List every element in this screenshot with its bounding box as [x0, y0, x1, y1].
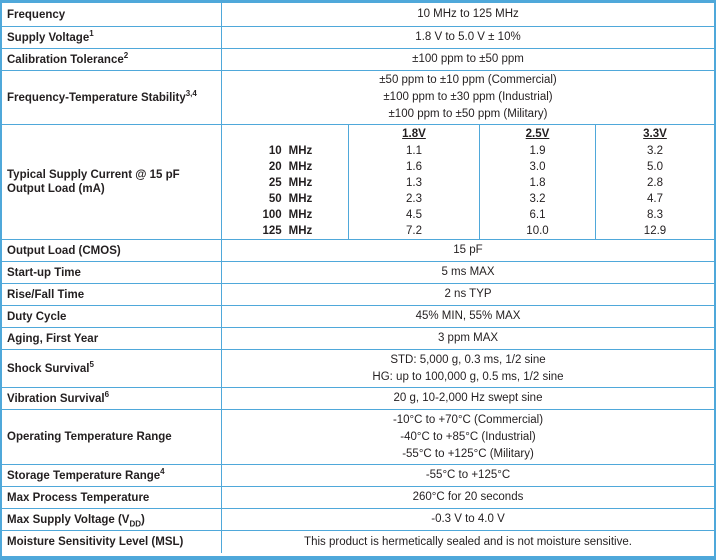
param-value	[222, 3, 714, 26]
label-text: Max Supply Voltage $(V_{DD})$	[7, 513, 145, 528]
label-text: Moisture Sensitivity Level (MSL)	[7, 536, 184, 548]
param-label	[2, 240, 222, 261]
spec-row-max-process-temp	[2, 487, 714, 509]
param-value	[222, 509, 714, 530]
spec-row-msl	[2, 531, 714, 553]
freq-cell: 25 MHz	[268, 177, 313, 189]
param-value	[222, 531, 714, 553]
label-text: Vibration Survival$^6$	[7, 389, 110, 405]
value-line: -10°C to +70°C (Commercial)	[392, 413, 544, 426]
param-label	[2, 487, 222, 508]
param-value	[222, 410, 714, 464]
value-text: 45% MIN, 55% MAX	[415, 310, 521, 322]
current-cell: 2.3	[406, 193, 422, 205]
label-text: Aging, First Year	[7, 332, 99, 345]
footnote-sup: 6	[104, 389, 110, 399]
label-text: Rise/Fall Time	[7, 288, 85, 301]
current-cell: 12.9	[643, 225, 667, 237]
param-value	[222, 284, 714, 305]
param-label	[2, 49, 222, 70]
param-value	[222, 49, 714, 70]
footnote-sup: 5	[89, 359, 94, 369]
spec-row-storage-temp	[2, 465, 714, 487]
current-cell: 3.2	[529, 193, 546, 205]
spec-row-shock-survival	[2, 350, 714, 388]
param-value	[222, 27, 714, 48]
param-label	[2, 262, 222, 283]
freq-cell: 125 MHz	[262, 225, 313, 237]
value-text: 10 MHz to 125 MHz	[417, 8, 519, 20]
label-text: Duty Cycle	[7, 310, 67, 323]
current-cell: 5.0	[647, 161, 663, 173]
spec-row-duty-cycle	[2, 306, 714, 328]
label-text: Frequency	[7, 8, 66, 21]
current-cell: 6.1	[529, 209, 546, 221]
current-cell: 4.5	[406, 209, 422, 221]
param-value	[222, 71, 714, 124]
subtable-col-1v8	[348, 125, 479, 239]
label-text: Operating Temperature Range	[7, 431, 172, 443]
current-cell: 3.0	[529, 161, 546, 173]
spec-row-rise-fall-time	[2, 284, 714, 306]
subtable-col-3v3	[595, 125, 714, 239]
value-line: HG: up to 100,000 g, 0.5 ms, 1/2 sine	[372, 370, 564, 383]
current-cell: 10.0	[526, 225, 549, 237]
label-text: Shock Survival$^5$	[7, 359, 94, 375]
current-cell: 7.2	[406, 225, 422, 237]
param-value	[222, 388, 714, 409]
param-value	[222, 306, 714, 327]
param-label	[2, 71, 222, 124]
current-cell: 8.3	[647, 209, 663, 221]
value-text: 5 ms MAX	[441, 266, 495, 278]
value-text: ±100 ppm to ±50 ppm	[412, 53, 524, 65]
value-line: ±100 ppm to ±30 ppm (Industrial)	[383, 91, 553, 103]
param-value	[222, 487, 714, 508]
param-label	[2, 27, 222, 48]
spec-row-supply-current	[2, 125, 714, 240]
value-text: 3 ppm MAX	[437, 332, 499, 344]
subtable-header-2v5: 2.5V	[525, 128, 550, 140]
param-value	[222, 240, 714, 261]
footnote-sup: 3,4	[185, 88, 197, 98]
param-label	[2, 3, 222, 26]
value-text: 1.8 V to 5.0 V ± 10%	[415, 31, 521, 43]
value-text: 260°C for 20 seconds	[412, 491, 524, 503]
supply-current-subtable	[222, 125, 714, 239]
spec-row-output-load	[2, 240, 714, 262]
current-cell: 2.8	[647, 177, 663, 189]
freq-cell: 10 MHz	[268, 145, 313, 157]
spec-row-supply-voltage	[2, 27, 714, 49]
current-cell: 3.2	[647, 145, 663, 157]
spec-row-freq-temp-stability	[2, 71, 714, 125]
vdd-subscript: DD	[129, 518, 142, 528]
subtable-header-1v8: 1.8V	[402, 128, 426, 140]
param-label	[2, 328, 222, 349]
param-value	[222, 262, 714, 283]
footnote-sup: 4	[160, 466, 165, 476]
param-label	[2, 388, 222, 409]
param-label	[2, 410, 222, 464]
spec-row-frequency	[2, 3, 714, 27]
subtable-col-frequency	[222, 125, 348, 239]
value-text: 15 pF	[453, 244, 483, 256]
value-text: -55°C to +125°C	[425, 469, 511, 481]
label-text: Frequency-Temperature Stability$^{3,4}$	[7, 88, 197, 104]
value-line: ±50 ppm to ±10 ppm (Commercial)	[379, 74, 557, 86]
label-text: Max Process Temperature	[7, 491, 150, 504]
param-label	[2, 531, 222, 553]
freq-cell: 100 MHz	[262, 209, 313, 221]
param-label	[2, 465, 222, 486]
value-text: This product is hermetically sealed and is not moisture sensitive.	[304, 535, 632, 548]
current-cell: 1.9	[529, 145, 546, 157]
value-line: -40°C to +85°C (Industrial)	[400, 430, 536, 443]
param-value	[222, 465, 714, 486]
freq-cell: 50 MHz	[268, 193, 313, 205]
spec-row-vibration-survival	[2, 388, 714, 410]
param-label	[2, 509, 222, 530]
label-text: Calibration Tolerance$^2$	[7, 50, 129, 66]
freq-cell: 20 MHz	[268, 161, 313, 173]
value-line: STD: 5,000 g, 0.3 ms, 1/2 sine	[390, 353, 546, 366]
param-value	[222, 350, 714, 387]
param-label	[2, 306, 222, 327]
value-text: 2 ns TYP	[444, 288, 492, 300]
label-text: Storage Temperature Range$^4$	[7, 466, 165, 482]
value-text: 20 g, 10-2,000 Hz swept sine	[393, 392, 543, 404]
spec-row-calibration-tolerance	[2, 49, 714, 71]
spec-row-aging	[2, 328, 714, 350]
current-cell: 1.6	[406, 161, 422, 173]
current-cell: 1.8	[529, 177, 546, 189]
param-label	[2, 125, 222, 239]
spec-row-operating-temp	[2, 410, 714, 465]
label-text: Typical Supply Current @ 15 pF Output Load (mA)	[7, 169, 180, 195]
value-text: -0.3 V to 4.0 V	[431, 513, 505, 525]
footnote-sup: 1	[89, 28, 94, 38]
current-cell: 1.1	[406, 145, 422, 157]
spec-row-startup-time	[2, 262, 714, 284]
current-cell: 4.7	[647, 193, 663, 205]
spec-row-max-supply-voltage	[2, 509, 714, 531]
label-text: Supply Voltage$^1$	[7, 28, 94, 44]
label-text: Start-up Time	[7, 266, 81, 279]
subtable-header-3v3: 3.3V	[643, 128, 667, 140]
value-line: -55°C to +125°C (Military)	[402, 447, 534, 460]
subtable-col-2v5	[479, 125, 595, 239]
param-label	[2, 350, 222, 387]
param-value	[222, 328, 714, 349]
footnote-sup: 2	[123, 50, 129, 60]
param-label	[2, 284, 222, 305]
current-cell: 1.3	[406, 177, 422, 189]
value-line: ±100 ppm to ±50 ppm (Military)	[388, 108, 548, 120]
label-text: Output Load (CMOS)	[7, 244, 121, 257]
